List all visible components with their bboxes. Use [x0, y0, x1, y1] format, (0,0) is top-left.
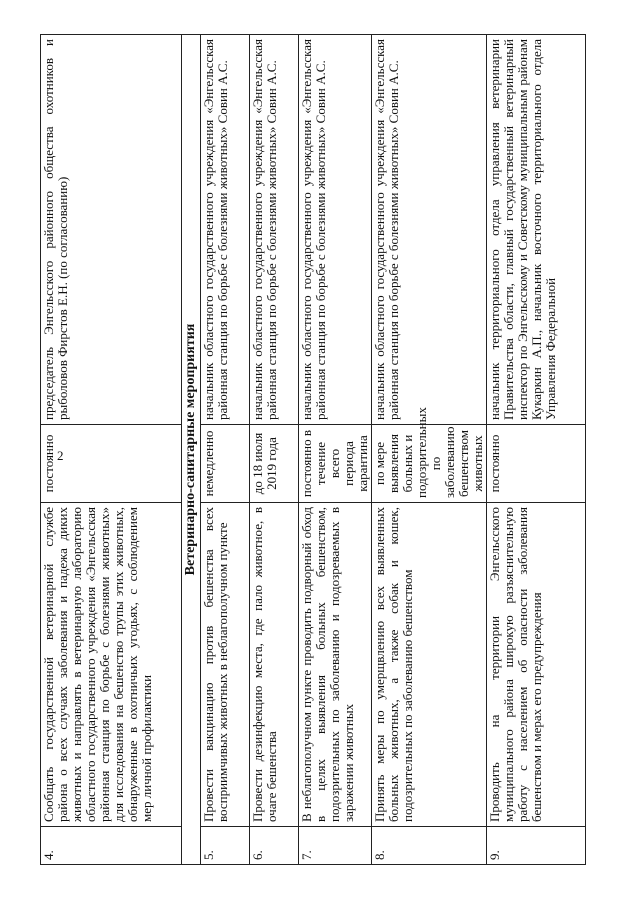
row-term: по мере выявления больных и подозрительных по заболеванию бешенством животных [372, 425, 487, 503]
section-row [182, 35, 201, 865]
row-responsible: начальник областного государственного учреждения «Энгельсская районная станция по борьбе с болезнями животных» Совин А.С. [201, 35, 250, 425]
row-action: Провести дезинфекцию места, где пало животное, в очаге бешенства [250, 503, 299, 827]
row-action: В неблагополучном пункте проводить подворный обход в целях выявления больных бешенством, подозрительных по заболеванию и подозреваемых в заражении животных [299, 503, 372, 827]
row-responsible: начальник областного государственного учреждения «Энгельсская районная станция по борьбе с болезнями животных» Совин А.С. [299, 35, 372, 425]
row-action: Проводить на территории Энгельсского муниципального района широкую разъяснительную работу с населением об опасности заболевания бешенством и мерах его предупреждения [487, 503, 586, 827]
row-term: постоянно [41, 425, 182, 503]
row-responsible: начальник областного государственного учреждения «Энгельсская районная станция по борьбе с болезнями животных» Совин А.С. [250, 35, 299, 425]
row-term: до 18 июля 2019 года [250, 425, 299, 503]
row-action: Принять меры по умерщвлению всех выявленных больных животных, а также собак и кошек, подозрительных по заболеванию бешенством [372, 503, 487, 827]
table-row [201, 35, 250, 865]
table-row [372, 35, 487, 865]
row-action: Провести вакцинацию против бешенства всех восприимчивых животных в неблагополучном пункте [201, 503, 250, 827]
table-row [487, 35, 586, 865]
table-row [299, 35, 372, 865]
row-term: постоянно [487, 425, 586, 503]
table-row [250, 35, 299, 865]
row-number: 5. [201, 827, 250, 865]
row-action: Сообщать государственной ветеринарной службе района о всех случаях заболевания и падежа диких животных и направлять в ветеринарную лабораторию областного государственного учреждения «Энгельсская районная станция по борьбе с болезнями животных» для исследования на бешенство трупы этих животных, обнаруженные в охотничьих угодьях, с соблюдением мер личной профилактики [41, 503, 182, 827]
row-number: 9. [487, 827, 586, 865]
row-responsible: начальник областного государственного учреждения «Энгельсская районная станция по борьбе с болезнями животных» Совин А.С. [372, 35, 487, 425]
table-row [41, 35, 182, 865]
row-number: 8. [372, 827, 487, 865]
row-number: 7. [299, 827, 372, 865]
row-number: 6. [250, 827, 299, 865]
row-responsible: начальник территориального отдела управления ветеринарии Правительства области, главный государственный ветеринарный инспектор по Энгельсскому и Советскому муниципальным районам Кукаркин А.П., начальник восточного территориального отдела Управления Федеральной [487, 35, 586, 425]
measures-document [40, 35, 600, 865]
row-term: постоянно в течение всего периода карантина [299, 425, 372, 503]
row-number: 4. [41, 827, 182, 865]
row-responsible: председатель Энгельсского районного общества охотников и рыболовов Фирстов Е.Н. (по согласованию) [41, 35, 182, 425]
page-number: 2 [57, 448, 64, 463]
section-title: Ветеринарно-санитарные мероприятия [182, 35, 201, 865]
row-term: немедленно [201, 425, 250, 503]
measures-table [40, 34, 586, 865]
